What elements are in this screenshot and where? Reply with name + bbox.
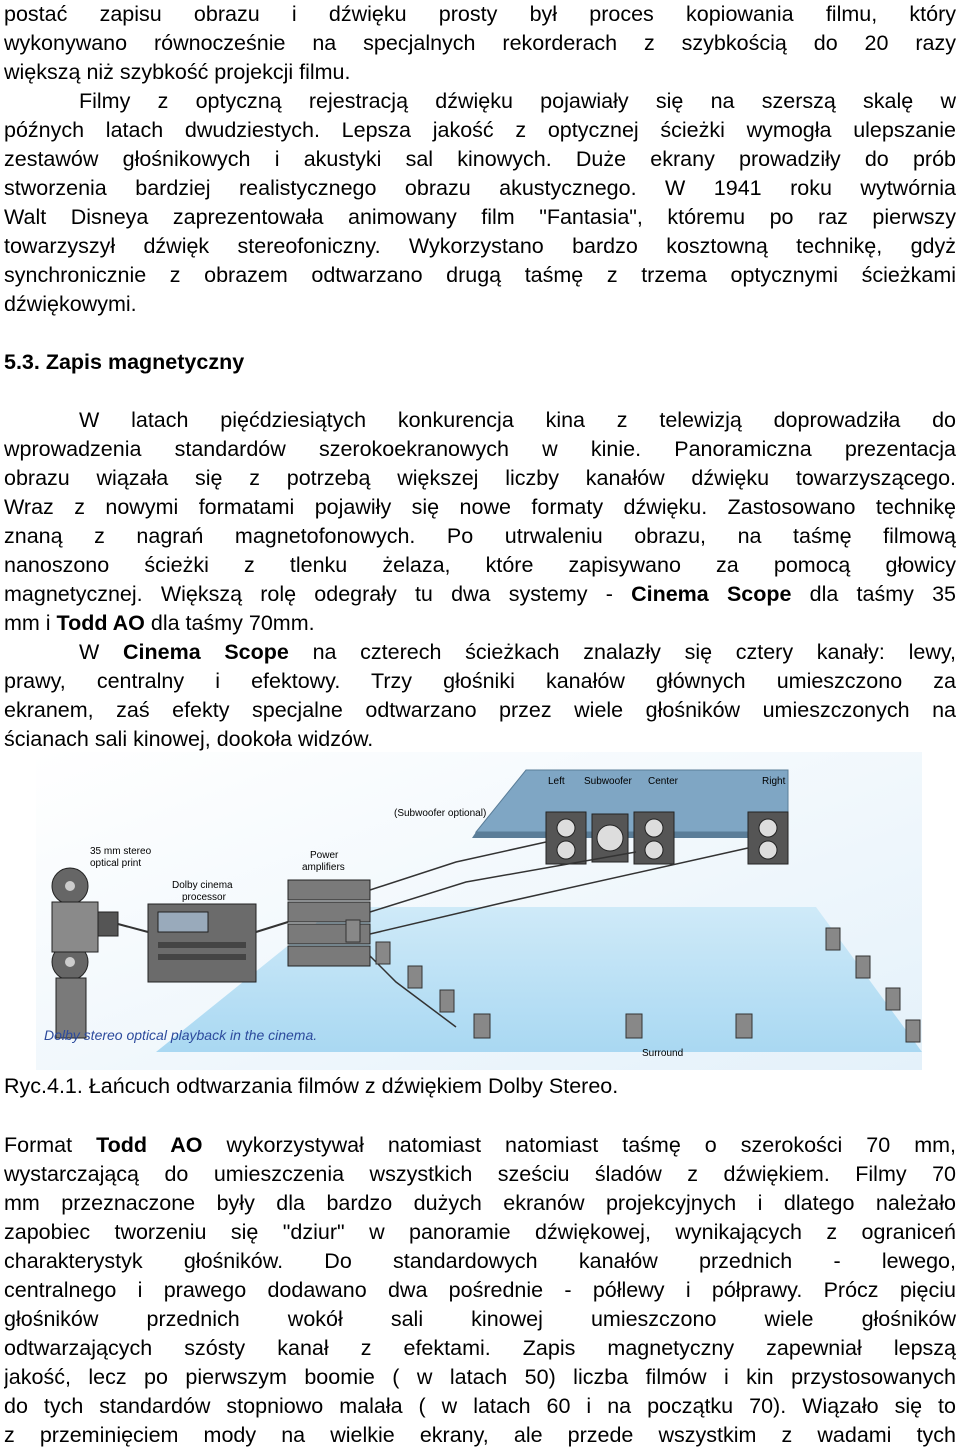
text-line: z przeminięciem mody na wielkie ekrany, ale przede wszystkim z wadami tych xyxy=(4,1423,956,1447)
text-line: prawy, centralny i efektowy. Trzy głośniki kanałów głównych umieszczono za xyxy=(4,669,956,693)
label-print-1: 35 mm stereo xyxy=(90,846,152,857)
right-speaker-icon xyxy=(748,812,788,864)
text-line: ekranem, zaś efekty specjalne odtwarzano przez wiele głośników umieszczonych na xyxy=(4,698,956,722)
text-line: mm przeznaczone były dla bardzo dużych ekranów projekcyjnych i dlatego należało xyxy=(4,1191,956,1215)
text-line: znaną z nagrań magnetofonowych. Po utrwaleniu obrazu, na taśmę filmową xyxy=(4,524,956,548)
label-subwoofer: Subwoofer xyxy=(584,776,632,787)
label-center: Center xyxy=(648,776,679,787)
todd-ao-paragraph xyxy=(4,1131,956,1450)
text-line: Walt Disneya zaprezentowała animowany film "Fantasia", któremu po raz pierwszy xyxy=(4,205,956,229)
text-line: głośników przednich wokół sali kinowej umieszczono wiele głośników xyxy=(4,1307,956,1331)
text-line: ścianach sali kinowej, dookoła widzów. xyxy=(4,727,374,751)
text-line: postać zapisu obrazu i dźwięku prosty był proces kopiowania filmu, który xyxy=(4,2,956,26)
document-page xyxy=(4,0,956,754)
text-line: do tych standardów stopniowo malała ( w latach 60 i na początku 70). Wiązało się to xyxy=(4,1394,956,1418)
text-line: mm i Todd AO dla taśmy 70mm. xyxy=(4,611,315,635)
text-line: wprowadzenia standardów szerokoekranowych w kinie. Panoramiczna prezentacja xyxy=(4,437,956,461)
figure-caption: Ryc.4.1. Łańcuch odtwarzania filmów z dźwiękiem Dolby Stereo. xyxy=(4,1074,619,1098)
cinema-screen xyxy=(476,770,788,832)
label-power-2: amplifiers xyxy=(302,862,345,873)
text-line: wykonywano równocześnie na specjalnych rekorderach z szybkością do 20 razy xyxy=(4,31,956,55)
cinema-scope-term: Cinema Scope xyxy=(631,582,792,606)
text-line: towarzyszył dźwięk stereofoniczny. Wykorzystano bardzo kosztowną technikę, gdyż xyxy=(4,234,956,258)
todd-ao-term: Todd AO xyxy=(56,611,145,635)
label-left: Left xyxy=(548,776,565,787)
label-print-2: optical print xyxy=(90,858,142,869)
text-line: późnych latach dwudziestych. Lepsza jakość z optycznej ścieżki wymogła ulepszanie xyxy=(4,118,956,142)
text-line: magnetycznej. Większą rolę odegrały tu dwa systemy - Cinema Scope dla taśmy 35 xyxy=(4,582,956,606)
label-processor-2: processor xyxy=(182,892,226,903)
text-line: dźwiękowymi. xyxy=(4,292,137,316)
cinema-scope-term: Cinema Scope xyxy=(122,640,289,664)
text-line: zapobiec tworzeniu się "dziur" w panoramie dźwiękowej, wynikających z ograniceń xyxy=(4,1220,956,1244)
text-line: obrazu wiązała się z potrzebą większej liczby kanałów dźwięku towarzyszącego. xyxy=(4,466,956,490)
dolby-diagram xyxy=(36,752,922,1070)
label-right: Right xyxy=(762,776,786,787)
text-line: większą niż szybkość projekcji filmu. xyxy=(4,60,351,84)
text-line: wystarczającą do umieszczenia wszystkich sześciu śladów z dźwiękiem. Filmy 70 xyxy=(4,1162,956,1186)
text-line: W latach pięćdziesiątych konkurencja kina z telewizją doprowadziła do xyxy=(79,408,956,432)
text-line: Wraz z nowymi formatami pojawiły się nowe formaty dźwięku. Zastosowano technikę xyxy=(4,495,956,519)
dolby-diagram-figure xyxy=(36,752,922,1070)
text-line: Filmy z optyczną rejestracją dźwięku pojawiały się na szerszą skalę w xyxy=(79,89,956,113)
text-line: jakość, lecz po pierwszym boomie ( w latach 50) liczba filmów i kin przystosowanych xyxy=(4,1365,956,1389)
left-speaker-icon xyxy=(546,812,586,864)
text-line: nanoszono ścieżki z tlenku żelaza, które zapisywano za pomocą głowicy xyxy=(4,553,956,577)
label-power-1: Power xyxy=(310,850,339,861)
cinema-processor-icon xyxy=(148,904,256,982)
text-line: centralnego i prawego dodawano dwa pośrednie - półlewy i półprawy. Prócz pięciu xyxy=(4,1278,956,1302)
label-subwoofer-optional: (Subwoofer optional) xyxy=(394,808,487,819)
text-line: W Cinema Scope na czterech ścieżkach znalazły się cztery kanały: lewy, xyxy=(79,640,956,664)
label-surround: Surround xyxy=(642,1048,684,1059)
label-processor-1: Dolby cinema xyxy=(172,880,233,891)
text-line: charakterystyk głośników. Do standardowych kanałów przednich - lewego, xyxy=(4,1249,956,1273)
figure-inner-caption: Dolby stereo optical playback in the cinema. xyxy=(44,1027,318,1043)
text-line: zestawów głośnikowych i akustyki sal kinowych. Duże ekrany prowadziły do prób xyxy=(4,147,956,171)
center-speaker-icon xyxy=(634,812,674,864)
text-line: odtwarzających szósty kanał z efektami. Zapis magnetyczny zapewniał lepszą xyxy=(4,1336,956,1360)
todd-ao-term: Todd AO xyxy=(96,1133,203,1157)
text-line: stworzenia bardziej realistycznego obrazu akustycznego. W 1941 roku wytwórnia xyxy=(4,176,956,200)
text-line: Format Todd AO wykorzystywał natomiast natomiast taśmę o szerokości 70 mm, xyxy=(4,1133,956,1157)
section-heading: 5.3. Zapis magnetyczny xyxy=(4,350,245,374)
text-line: synchronicznie z obrazem odtwarzano drugą taśmę z trzema optycznymi ścieżkami xyxy=(4,263,956,287)
